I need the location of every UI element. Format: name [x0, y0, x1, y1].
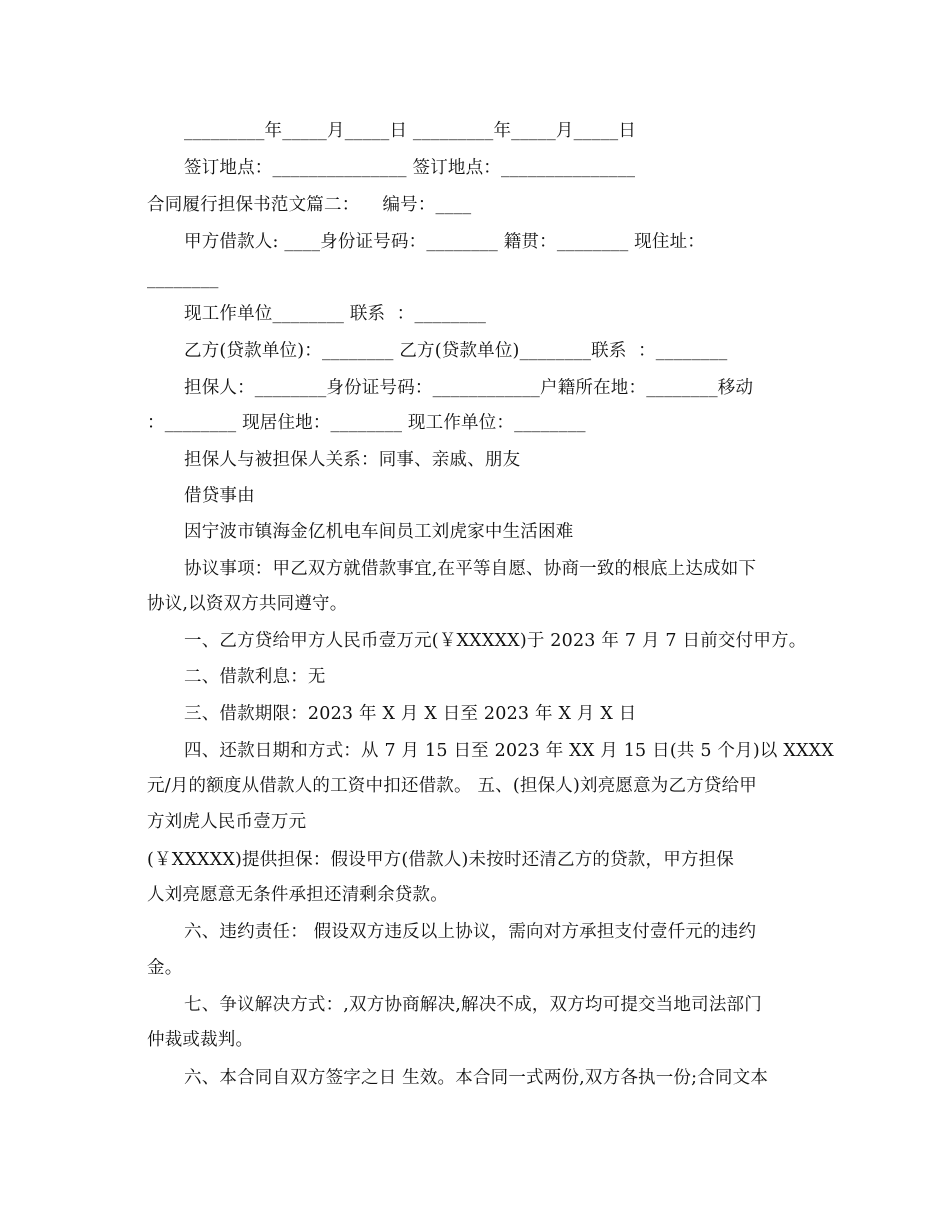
party-a-line: 甲方借款人: ____身份证号码：________ 籍贯：________ 现住址：: [184, 232, 705, 252]
clause-5-cont: 方刘虎人民币壹万元: [147, 812, 307, 832]
party-a-address-blank: ________: [147, 269, 219, 289]
clause-5-guarantee-cont: 人刘亮愿意无条件承担还清剩余贷款。: [147, 885, 448, 905]
clause-7-cont: 仲裁或裁判。: [147, 1030, 254, 1050]
clause-8: 六、本合同自双方签字之日 生效。本合同一式两份,双方各执一份;合同文本: [184, 1068, 769, 1088]
clause-3: 三、借款期限：2023 年 X 月 X 日至 2023 年 X 月 X 日: [184, 704, 637, 724]
clause-2: 二、借款利息：无: [184, 667, 326, 687]
signing-date-line: _________年_____月_____日 _________年_____月_____日: [184, 121, 637, 141]
guarantor-relationship: 担保人与被担保人关系：同事、亲戚、朋友: [184, 450, 521, 470]
loan-reason-heading: 借贷事由: [184, 486, 255, 506]
clause-6: 六、违约责任： 假设双方违反以上协议，需向对方承担支付壹仟元的违约: [184, 922, 757, 942]
party-b-line: 乙方(贷款单位)：________ 乙方(贷款单位)________联系 ：________: [184, 341, 728, 361]
loan-reason-text: 因宁波市镇海金亿机电车间员工刘虎家中生活困难: [184, 522, 574, 542]
guarantor-contact-line: ：________ 现居住地：________ 现工作单位：________: [147, 413, 586, 433]
agreement-paragraph: 协议事项：甲乙双方就借款事宜,在平等自愿、协商一致的根底上达成如下: [184, 559, 757, 579]
section-title: 合同履行担保书范文篇二： 编号：____: [147, 195, 472, 215]
clause-6-cont: 金。: [147, 958, 183, 978]
signing-place-line: 签订地点：_______________ 签订地点：_______________: [184, 158, 636, 178]
clause-5-guarantee: (￥XXXXX)提供担保：假设甲方(借款人)未按时还清乙方的贷款，甲方担保: [147, 850, 734, 870]
guarantor-line: 担保人：________身份证号码：____________户籍所在地：________移动: [184, 378, 754, 398]
clause-7: 七、争议解决方式：,双方协商解决,解决不成，双方均可提交当地司法部门: [184, 995, 762, 1015]
agreement-paragraph-cont: 协议,以资双方共同遵守。: [147, 594, 348, 614]
party-a-workplace-line: 现工作单位________ 联系 ：________: [184, 304, 487, 324]
clause-4-cont: 元/月的额度从借款人的工资中扣还借款。 五、(担保人)刘亮愿意为乙方贷给甲: [147, 776, 758, 796]
clause-1: 一、乙方贷给甲方人民币壹万元(￥XXXXX)于 2023 年 7 月 7 日前交付甲方。: [184, 631, 807, 651]
clause-4: 四、还款日期和方式：从 7 月 15 日至 2023 年 XX 月 15 日(共 5 个月)以 XXXX: [184, 741, 834, 761]
